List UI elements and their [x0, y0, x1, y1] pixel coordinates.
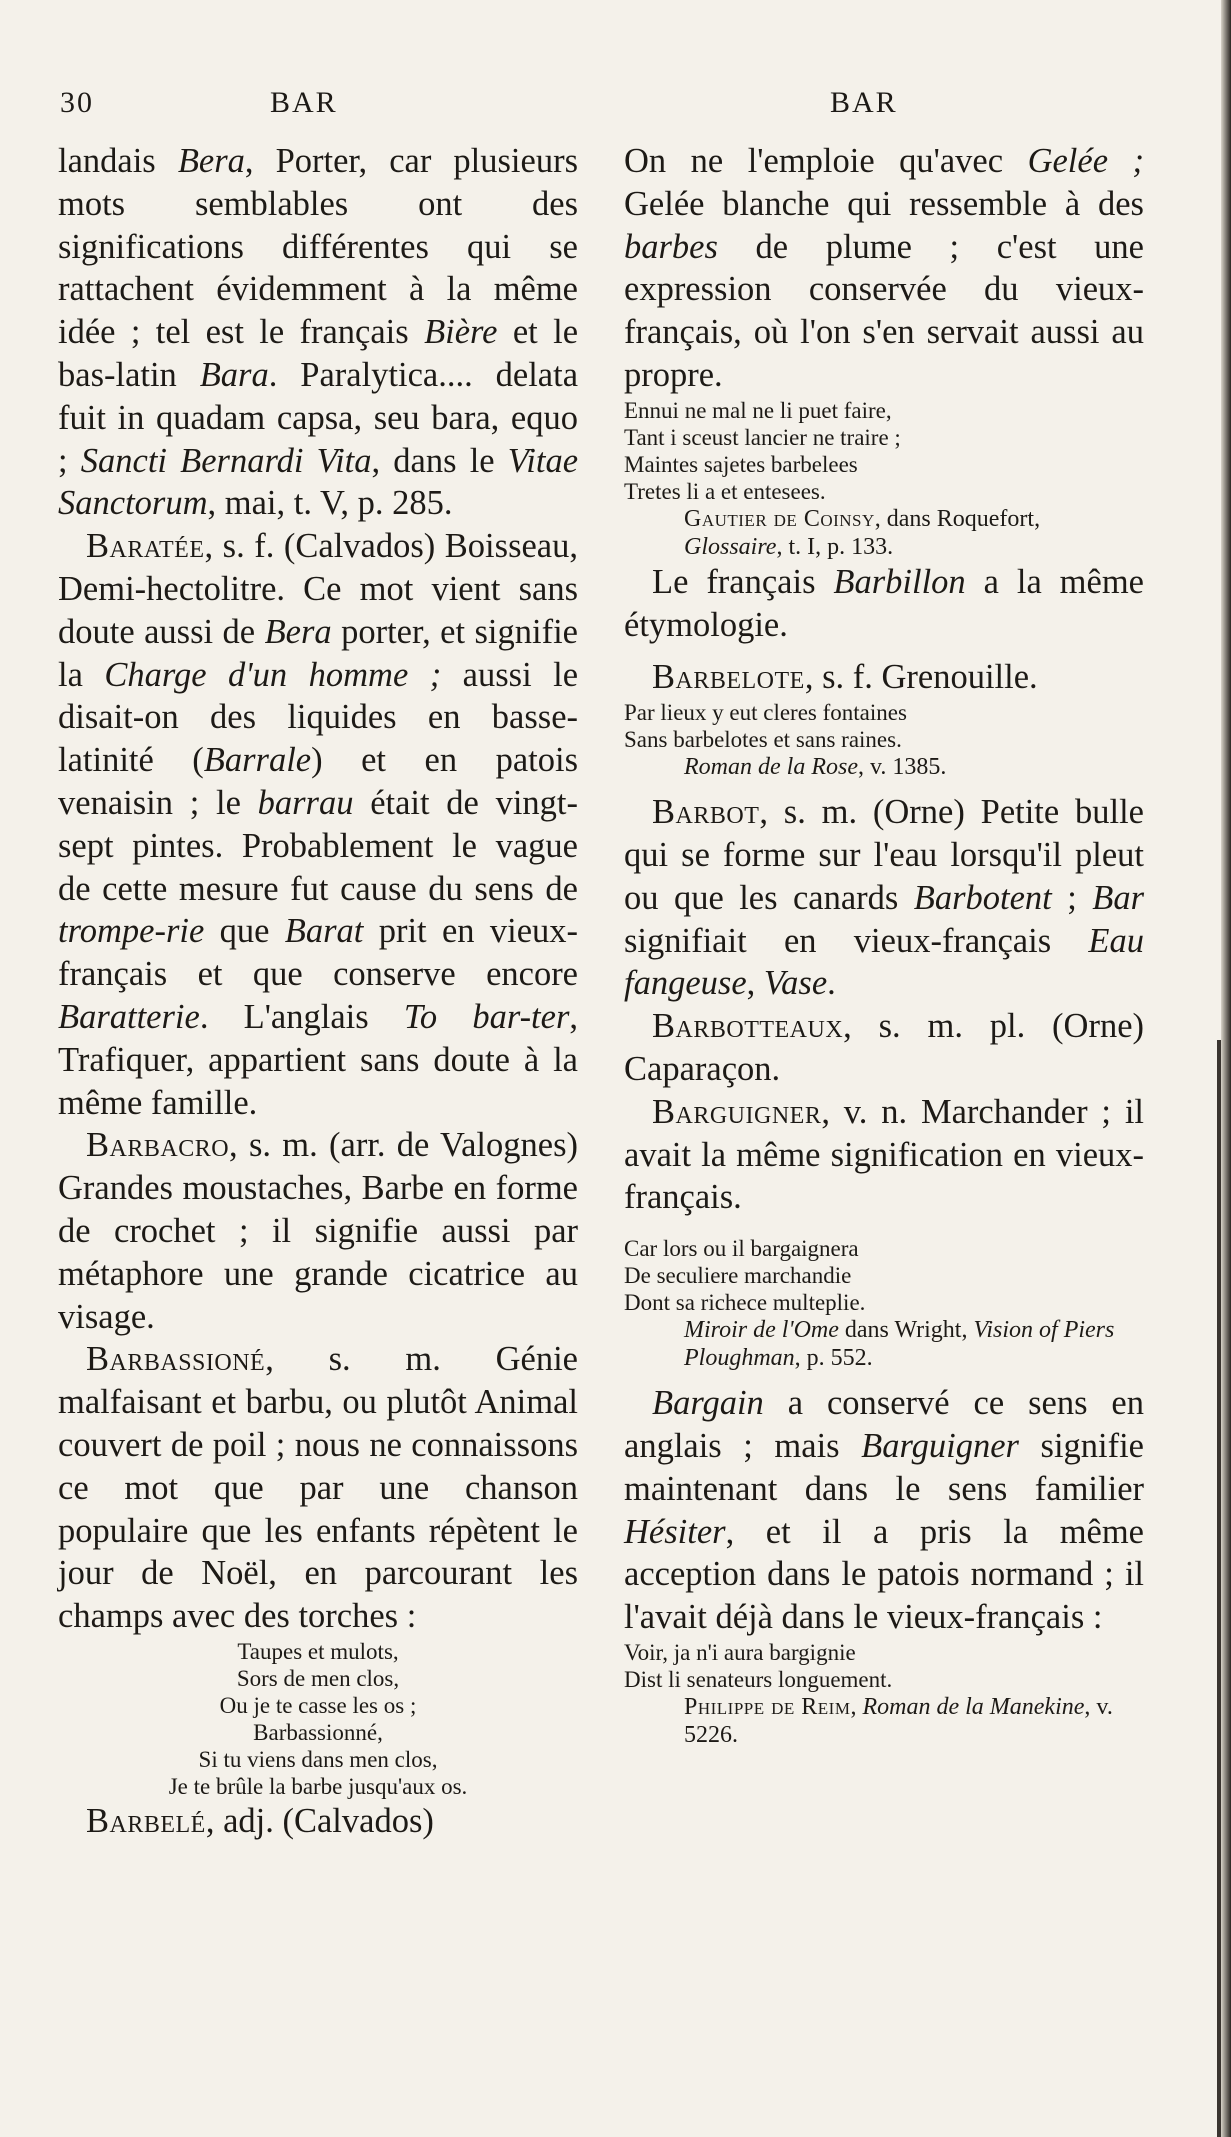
- headword: Baratée: [86, 527, 205, 566]
- running-head-right: BAR: [830, 86, 898, 119]
- headword: Barbot: [652, 793, 760, 832]
- entry-barbacro: Barbacro, s. m. (arr. de Valognes) Grandes moustaches, Barbe en forme de crochet ; il signifie aussi par métaphore une grande cicatrice au visage.: [58, 1126, 578, 1336]
- running-head-left: BAR: [270, 86, 338, 119]
- song-quote: Taupes et mulots, Sors de men clos, Ou je te casse les os ; Barbassionné, Si tu viens dans men clos, Je te brûle la barbe jusqu'aux os.: [168, 1638, 468, 1799]
- paragraph-barbillon: Le français Barbillon a la même étymologie.: [624, 562, 1144, 644]
- quote-manekine: Voir, ja n'i aura bargignie Dist li senateurs longuement.: [624, 1639, 893, 1692]
- entry-barbotteaux: Barbotteaux, s. m. pl. (Orne) Caparaçon.: [624, 1007, 1144, 1088]
- paragraph-bargain: Bargain a conservé ce sens en anglais ; mais Barguigner signifie maintenant dans le sens familier Hésiter, et il a pris la même acception dans le patois normand ; il l'avait déjà dans le vieux-français :: [624, 1384, 1144, 1637]
- entry-barbele: Barbelé, adj. (Calvados): [86, 1801, 434, 1840]
- headword: Barbacro: [86, 1126, 230, 1165]
- page-edge-line: [1217, 1040, 1221, 2137]
- entry-barbot: Barbot, s. m. (Orne) Petite bulle qui se forme sur l'eau lorsqu'il pleut ou que les canards Barbotent ; Bar signifiait en vieux-français Eau fangeuse, Vase.: [624, 793, 1144, 1003]
- source-citation: Roman de la Rose, v. 1385.: [684, 754, 947, 781]
- entry-barbassione: Barbassioné, s. m. Génie malfaisant et barbu, ou plutôt Animal couvert de poil ; nous ne connaissons ce mot que par une chanson populaire que les enfants répètent le jour de Noël, en parcourant les champs avec des torches :: [58, 1340, 578, 1636]
- entry-baratee: Baratée, s. f. (Calvados) Boisseau, Demi-hectolitre. Ce mot vient sans doute aussi de Bera porter, et signifie la Charge d'un homme ; aussi le disait-on des liquides en basse-latinité (Barrale) et en patois venaisin ; le barrau était de vingt-sept pintes. Probablement le vague de cette mesure fut cause du sens de trompe-rie que Barat prit en vieux-français et que conserve encore Baratterie. L'anglais To bar-ter, Trafiquer, appartient sans doute à la même famille.: [58, 527, 579, 1122]
- headword: Barbotteaux: [652, 1007, 844, 1046]
- right-column: [624, 140, 1144, 1749]
- headword: Barbelote: [652, 658, 805, 697]
- headword: Barbassioné: [86, 1340, 266, 1379]
- page-edge-shadow: [1221, 0, 1231, 2137]
- headword: Barbelé: [86, 1801, 206, 1840]
- entry-continuation-right: On ne l'emploie qu'avec Gelée ; Gelée blanche qui ressemble à des barbes de plume ; c'est une expression conservée du vieux-français, où l'on s'en servait aussi au propre.: [624, 142, 1144, 394]
- source-citation: Gautier de Coinsy, dans Roquefort, Glossaire, t. I, p. 133.: [684, 505, 1041, 560]
- entry-continuation: landais Bera, Porter, car plusieurs mots semblables ont des significations différentes qui se rattachent évidemment à la même idée ; tel est le français Bière et le bas-latin Bara. Paralytica.... delata fuit in quadam capsa, seu bara, equo ; Sancti Bernardi Vita, dans le Vitae Sanctorum, mai, t. V, p. 285.: [58, 142, 579, 523]
- quote-roman-rose: Par lieux y eut cleres fontaines Sans barbelotes et sans raines.: [624, 700, 907, 753]
- source-citation: Philippe de Reim, Roman de la Manekine, v. 5226.: [684, 1693, 1113, 1748]
- entry-barguigner: Barguigner, v. n. Marchander ; il avait la même signification en vieux-français.: [624, 1092, 1144, 1217]
- page-number: 30: [60, 86, 94, 119]
- source-citation: Miroir de l'Ome dans Wright, Vision of Piers Ploughman, p. 552.: [684, 1317, 1115, 1372]
- entry-barbelote: Barbelote, s. f. Grenouille.: [652, 658, 1038, 697]
- quote-gautier: Ennui ne mal ne li puet faire, Tant i sceust lancier ne traire ; Maintes sajetes barbelees Tretes li a et entesees.: [624, 397, 901, 504]
- quote-miroir: Car lors ou il bargaignera De seculiere marchandie Dont sa richece multeplie.: [624, 1236, 866, 1316]
- headword: Barguigner: [652, 1092, 822, 1131]
- left-column: [58, 140, 578, 1843]
